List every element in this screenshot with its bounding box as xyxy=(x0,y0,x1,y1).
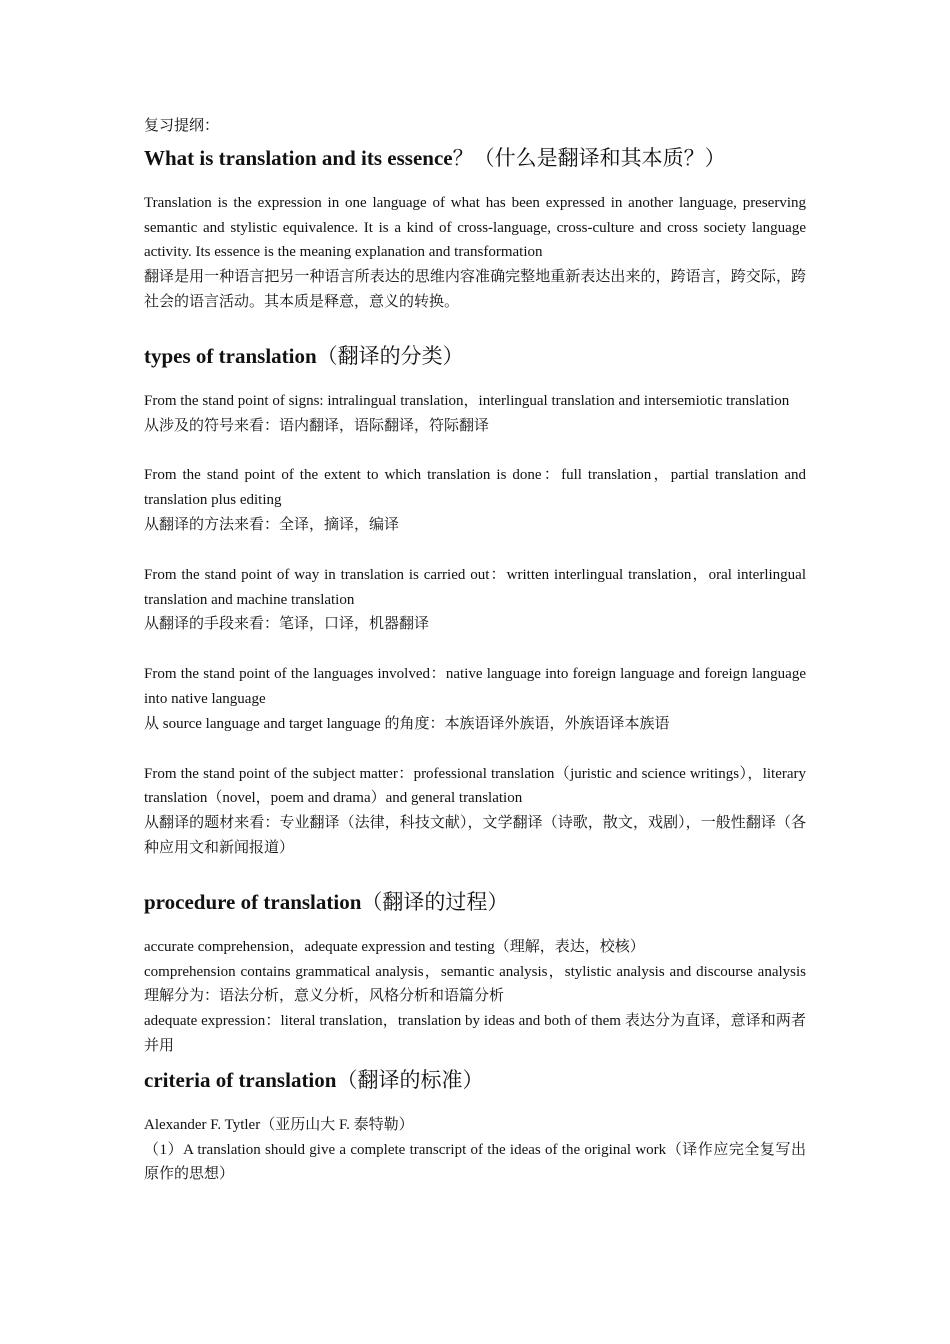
outline-label: 复习提纲： xyxy=(144,118,220,134)
type-en: From the stand point of the languages involved：native language into foreign language and foreign language into native language xyxy=(144,666,806,707)
heading-en: criteria of translation xyxy=(144,1067,337,1092)
heading-what-is-translation xyxy=(144,143,806,173)
paragraph: 翻译是用一种语言把另一种语言所表达的思维内容准确完整地重新表达出来的，跨语言，跨交际，跨社会的语言活动。其本质是释意，意义的转换。 xyxy=(144,269,806,310)
paragraph: Alexander F. Tytler（亚历山大 F. 泰特勒） xyxy=(144,1116,414,1133)
type-en: From the stand point of signs: intralingual translation，interlingual translation and intersemiotic translation xyxy=(144,392,790,409)
document-page xyxy=(144,114,806,1187)
heading-types-of-translation xyxy=(144,341,806,371)
heading-procedure-of-translation xyxy=(144,887,806,917)
heading-en: What is translation and its essence xyxy=(144,145,453,170)
type-en: From the stand point of the extent to which translation is done：full translation，partial translation and translation plus editing xyxy=(144,467,806,509)
paragraph: Translation is the expression in one language of what has been expressed in another language, preserving semantic and stylistic equivalence. It is a kind of cross-language, cross-culture and cross society language activity. Its essence is the meaning explanation and transformation xyxy=(144,194,806,261)
paragraph: （1）A translation should give a complete transcript of the ideas of the original work（译作应完全复写出原作的思想） xyxy=(144,1141,806,1183)
paragraph: adequate expression：literal translation，translation by ideas and both of them 表达分为直译，意译和两者并用 xyxy=(144,1013,806,1054)
type-cn: 从翻译的方法来看：全译，摘译，编译 xyxy=(144,516,400,533)
heading-cn: （翻译的分类） xyxy=(316,343,464,368)
heading-cn: ？（什么是翻译和其本质？） xyxy=(452,145,726,170)
heading-cn: （翻译的标准） xyxy=(336,1067,484,1092)
paragraph: comprehension contains grammatical analysis，semantic analysis，stylistic analysis and discourse analysis 理解分为：语法分析，意义分析，风格分析和语篇分析 xyxy=(144,963,806,1005)
type-cn: 从翻译的题材来看：专业翻译（法律，科技文献），文学翻译（诗歌，散文，戏剧），一般性翻译（各种应用文和新闻报道） xyxy=(144,815,806,856)
heading-criteria-of-translation xyxy=(144,1065,806,1095)
heading-cn: （翻译的过程） xyxy=(361,889,509,914)
heading-en: procedure of translation xyxy=(144,889,362,914)
type-cn: 从 source language and target language 的角度：本族语译外族语，外族语译本族语 xyxy=(144,715,670,732)
type-en: From the stand point of the subject matter：professional translation（juristic and science writings），literary translation（novel，poem and drama）and general translation xyxy=(144,765,806,807)
heading-en: types of translation xyxy=(144,343,317,368)
type-cn: 从涉及的符号来看：语内翻译，语际翻译，符际翻译 xyxy=(144,417,490,434)
type-en: From the stand point of way in translation is carried out：written interlingual translation，oral interlingual translation and machine translation xyxy=(144,566,806,608)
paragraph: accurate comprehension，adequate expression and testing（理解，表达，校核） xyxy=(144,938,645,955)
type-cn: 从翻译的手段来看：笔译，口译，机器翻译 xyxy=(144,616,430,633)
